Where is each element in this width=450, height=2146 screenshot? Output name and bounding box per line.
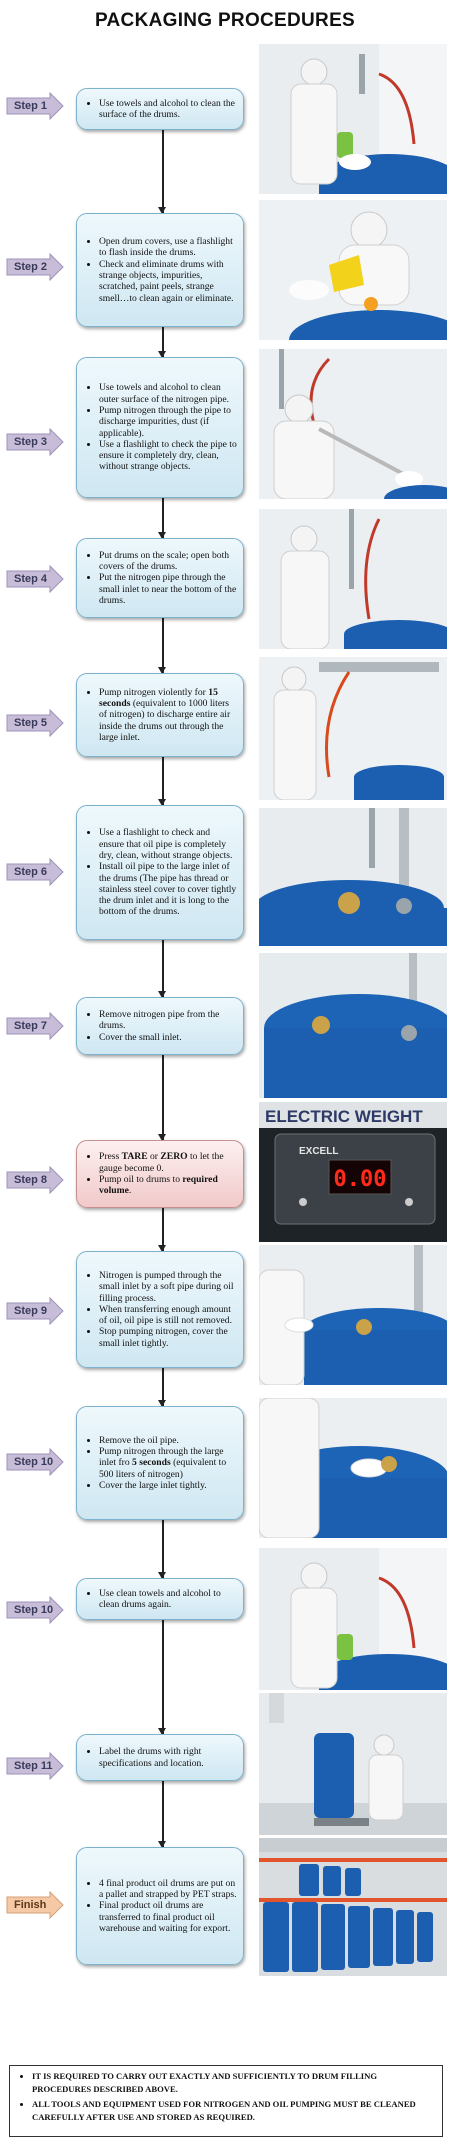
connector-arrow — [162, 1055, 164, 1140]
step-item: • Put the nitrogen pipe through the small inlet to near the bottom of the drums. — [99, 572, 237, 606]
step-item: • Pump nitrogen through the pipe to discharge impurities, dust (if applicable). — [99, 405, 237, 439]
step-item: • Label the drums with right specifications and location. — [99, 1746, 237, 1769]
step-box-highlight — [76, 1140, 244, 1208]
photo-warehouse-drums — [259, 1838, 447, 1976]
step-label: Step 5 — [6, 709, 64, 737]
step-box — [76, 88, 244, 130]
step-label: Step 4 — [6, 565, 64, 593]
step-item: • Check and eliminate drums with strange objects, impurities, scratched, paint peels, strange smell…to clean again or eliminate. — [99, 259, 237, 304]
step-item: • When transferring enough amount of oil, oil pipe is still not removed. — [99, 1304, 237, 1327]
step-item: • Cover the small inlet. — [99, 1032, 237, 1043]
scale-brand: EXCELL — [299, 1146, 339, 1157]
photo-final-cleaning — [259, 1548, 447, 1690]
photo-worker-cleaning-drum — [259, 44, 447, 194]
step-item: • Stop pumping nitrogen, cover the small inlet tightly. — [99, 1326, 237, 1349]
photo-drum-on-scale — [259, 509, 447, 649]
step-item: • Press TARE or ZERO to let the gauge become 0. — [99, 1151, 237, 1174]
step-item: • Pump nitrogen through the large inlet fro 5 seconds (equivalent to 500 liters of nitrogen) — [99, 1446, 237, 1480]
photo-nitrogen-pipe-cleaning — [259, 349, 447, 499]
notes-box — [9, 2065, 443, 2137]
step-item: • Pump nitrogen violently for 15 seconds (equivalent to 1000 liters of nitrogen) to discharge entire air inside the drums out through the large inlet. — [99, 687, 237, 743]
connector-arrow — [162, 130, 164, 213]
step-label: Step 6 — [6, 858, 64, 886]
connector-arrow — [162, 618, 164, 673]
step-box — [76, 1251, 244, 1368]
step-box — [76, 1578, 244, 1620]
step-box — [76, 805, 244, 940]
step-item: • Remove nitrogen pipe from the drums. — [99, 1009, 237, 1032]
step-item: • Remove the oil pipe. — [99, 1435, 237, 1446]
page-title: PACKAGING PROCEDURES — [94, 10, 356, 31]
scale-display: 0.00 — [333, 1167, 387, 1192]
photo-nitrogen-pumping — [259, 657, 447, 800]
connector-arrow — [162, 1620, 164, 1734]
scale-banner: ELECTRIC WEIGHT — [265, 1107, 423, 1126]
finish-label: Finish — [6, 1891, 64, 1919]
step-item: • Use towels and alcohol to clean outer surface of the nitrogen pipe. — [99, 382, 237, 405]
step-label: Step 2 — [6, 253, 64, 281]
step-box — [76, 997, 244, 1055]
step-box — [76, 1847, 244, 1965]
step-label: Step 9 — [6, 1297, 64, 1325]
photo-oil-filling — [259, 1245, 447, 1385]
connector-arrow — [162, 327, 164, 357]
step-label: Step 1 — [6, 92, 64, 120]
step-box — [76, 1734, 244, 1781]
connector-arrow — [162, 1781, 164, 1847]
step-item: • Use towels and alcohol to clean the surface of the drums. — [99, 98, 237, 121]
photo-covering-inlet — [259, 1398, 447, 1538]
step-label: Step 8 — [6, 1166, 64, 1194]
step-box — [76, 1406, 244, 1520]
photo-covered-inlet — [259, 953, 447, 1098]
photo-labeling-drums — [259, 1693, 447, 1835]
step-item: • Cover the large inlet tightly. — [99, 1480, 237, 1491]
step-item: • Final product oil drums are transferred to final product oil warehouse and waiting for export. — [99, 1900, 237, 1934]
connector-arrow — [162, 1368, 164, 1406]
step-box — [76, 357, 244, 498]
step-box — [76, 673, 244, 757]
note-item: • ALL TOOLS AND EQUIPMENT USED FOR NITROGEN AND OIL PUMPING MUST BE CLEANED CAREFULLY AFTER USE AND STORED AS REQUIRED. — [32, 2098, 436, 2124]
step-label: Step 11 — [6, 1752, 64, 1780]
step-item: • Use a flashlight to check and ensure that oil pipe is completely dry, clean, without strange objects. — [99, 827, 237, 861]
connector-arrow — [162, 757, 164, 805]
step-box — [76, 538, 244, 618]
step-item: • Open drum covers, use a flashlight to flash inside the drums. — [99, 236, 237, 259]
step-label: Step 7 — [6, 1012, 64, 1040]
note-item: • IT IS REQUIRED TO CARRY OUT EXACTLY AND SUFFICIENTLY TO DRUM FILLING PROCEDURES DESCRIBED ABOVE. — [32, 2070, 436, 2096]
step-item: • Install oil pipe to the large inlet of the drums (The pipe has thread or stainless steel cover to cover tightly the drum inlet and it is long to the bottom of the drums. — [99, 861, 237, 917]
step-box — [76, 213, 244, 327]
connector-arrow — [162, 498, 164, 538]
photo-electric-scale — [259, 1102, 447, 1242]
step-item: • Use a flashlight to check the pipe to ensure it completely dry, clean, without strange objects. — [99, 439, 237, 473]
step-item: • 4 final product oil drums are put on a pallet and strapped by PET straps. — [99, 1878, 237, 1901]
step-item: • Nitrogen is pumped through the small inlet by a soft pipe during oil filling process. — [99, 1270, 237, 1304]
step-item: • Pump oil to drums to required volume. — [99, 1174, 237, 1197]
connector-arrow — [162, 940, 164, 997]
step-item: • Put drums on the scale; open both covers of the drums. — [99, 550, 237, 573]
step-label: Step 3 — [6, 428, 64, 456]
photo-flashlight-inspection — [259, 200, 447, 340]
connector-arrow — [162, 1208, 164, 1251]
step-label: Step 10 — [6, 1596, 64, 1624]
photo-oil-pipe-install — [259, 808, 447, 946]
step-label: Step 10 — [6, 1448, 64, 1476]
connector-arrow — [162, 1520, 164, 1578]
step-item: • Use clean towels and alcohol to clean drums again. — [99, 1588, 237, 1611]
